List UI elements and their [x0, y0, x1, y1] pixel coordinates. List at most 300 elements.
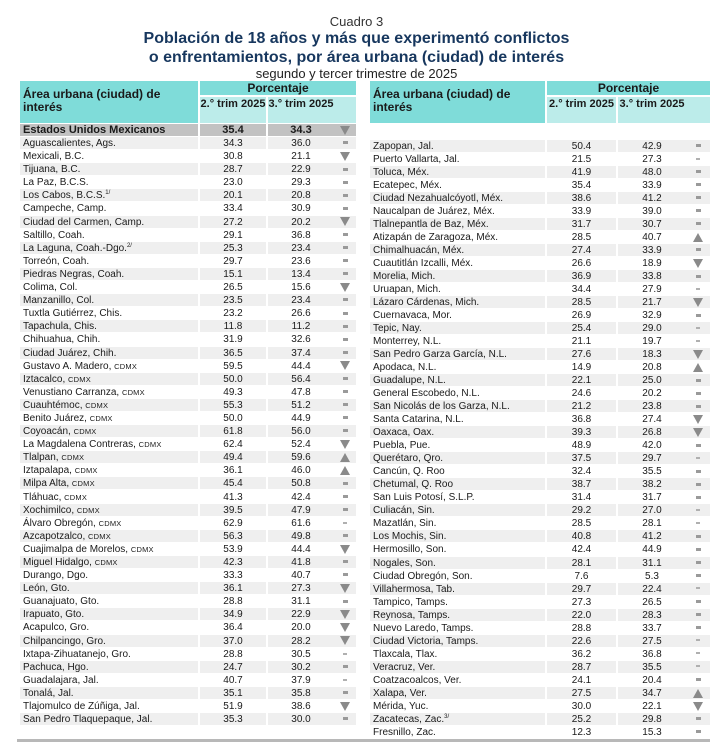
no-change-icon	[334, 229, 356, 241]
porcentaje-header: Porcentaje	[200, 81, 356, 95]
trend-up-icon	[686, 361, 710, 373]
no-change-icon	[334, 307, 356, 319]
trend-down-icon	[686, 257, 710, 269]
city-name	[370, 648, 545, 660]
city-name-text: Santa Catarina, N.L.	[373, 414, 464, 426]
q2-value: 36.8	[571, 414, 592, 426]
q3-column-header: 3.° trim 2025	[618, 97, 710, 123]
no-change-icon	[334, 189, 356, 201]
q2-value: 34.9	[200, 608, 266, 620]
q3-value: 38.2	[618, 478, 686, 490]
city-name	[20, 451, 198, 463]
cdmx-tag: CDMX	[68, 374, 91, 384]
no-change-icon	[334, 477, 356, 489]
q2-value: 35.4	[571, 180, 592, 192]
trend-down-icon	[334, 635, 356, 647]
city-name-text: Naucalpan de Juárez, Méx.	[373, 206, 495, 218]
q2-value: 34.3	[200, 137, 266, 149]
q2-value: 11.8	[200, 320, 266, 332]
city-name	[370, 517, 545, 529]
q2-value: 21.2	[547, 400, 616, 412]
city-name-text: Toluca, Méx.	[373, 167, 430, 179]
q3-value: 30.9	[291, 203, 311, 215]
city-name-text: Irapuato, Gto.	[23, 609, 85, 621]
q3-value: 22.9	[268, 608, 334, 620]
city-name-text: Ciudad Nezahualcóyotl, Méx.	[373, 193, 504, 205]
q2-value: 33.3	[223, 570, 243, 582]
q2-value: 21.5	[571, 154, 592, 166]
q2-value: 27.6	[547, 348, 616, 360]
no-change-icon	[686, 400, 710, 412]
city-name-text: Oaxaca, Oax.	[373, 427, 435, 439]
q2-value: 41.3	[223, 491, 243, 503]
trend-down-icon	[334, 621, 356, 633]
q3-value: 35.5	[618, 661, 686, 673]
cdmx-tag: CDMX	[76, 505, 100, 515]
national-q2: 35.4	[200, 124, 266, 136]
city-name	[370, 726, 545, 738]
no-change-icon	[334, 333, 356, 345]
trend-down-icon	[334, 150, 356, 162]
q2-value: 48.9	[571, 440, 592, 452]
no-change-icon	[686, 596, 710, 608]
city-name-text: Villahermosa, Tab.	[373, 583, 455, 595]
q2-value: 22.1	[547, 374, 616, 386]
q3-value: 29.0	[618, 322, 686, 334]
city-name-text: Cuajimalpa de Morelos,	[23, 543, 129, 555]
city-name-text: Puerto Vallarta, Jal.	[373, 154, 460, 166]
city-name-text: Nuevo Laredo, Tamps.	[373, 622, 474, 634]
city-name	[20, 281, 198, 293]
not-significant-icon	[686, 452, 710, 464]
q2-value: 33.9	[571, 206, 592, 218]
city-name	[370, 661, 545, 673]
trend-down-icon	[334, 360, 356, 372]
city-name	[20, 687, 198, 699]
city-name-text: Xalapa, Ver.	[373, 687, 427, 699]
q2-column-header: 2.° trim 2025	[547, 97, 616, 123]
trend-down-icon	[334, 438, 356, 450]
city-name-text: Xochimilco,	[23, 504, 75, 516]
city-name	[20, 621, 198, 633]
city-name-text: Fresnillo, Zac.	[373, 726, 436, 738]
q2-value: 28.8	[223, 648, 243, 660]
q3-value: 13.4	[268, 268, 334, 280]
q3-value: 31.1	[291, 596, 311, 608]
city-name-text: Cuautitlán Izcalli, Méx.	[373, 258, 474, 270]
q3-value: 33.8	[618, 270, 686, 282]
q3-value: 56.4	[268, 373, 334, 385]
q2-value: 36.9	[547, 270, 616, 282]
no-change-icon	[334, 320, 356, 332]
city-name-text: Ecatepec, Méx.	[373, 180, 442, 192]
q2-value: 28.7	[547, 661, 616, 673]
q3-value: 29.8	[618, 713, 686, 725]
q2-value: 36.1	[200, 582, 266, 594]
q3-value: 20.2	[642, 388, 662, 400]
city-name-text: Campeche, Camp.	[23, 203, 107, 215]
trend-down-icon	[686, 296, 710, 308]
city-name-text: Torreón, Coah.	[23, 255, 90, 267]
city-name-text: Ciudad Obregón, Son.	[373, 570, 473, 582]
city-name	[370, 596, 545, 608]
no-change-icon	[686, 570, 710, 582]
city-name	[20, 242, 198, 254]
city-name-text: Tampico, Tamps.	[373, 596, 448, 608]
q2-value: 23.2	[223, 308, 243, 320]
q3-value: 47.8	[291, 386, 311, 398]
q2-value: 55.3	[200, 399, 266, 411]
no-change-icon	[686, 309, 710, 321]
q2-value: 25.2	[547, 713, 616, 725]
cdmx-tag: CDMX	[74, 466, 98, 476]
cdmx-tag: CDMX	[71, 479, 95, 489]
no-change-icon	[334, 412, 356, 424]
q3-value: 36.0	[268, 137, 334, 149]
q2-value: 32.4	[571, 466, 592, 478]
no-change-icon	[334, 176, 356, 188]
porcentaje-header: Porcentaje	[547, 81, 710, 95]
city-name	[20, 412, 198, 424]
q3-value: 27.5	[618, 635, 686, 647]
city-name	[20, 530, 198, 542]
q3-value: 26.8	[618, 426, 686, 438]
city-name-text: León, Gto.	[23, 583, 70, 595]
q3-value: 26.5	[642, 596, 662, 608]
city-name-text: Chimalhuacán, Méx.	[373, 245, 465, 257]
city-name-text: Hermosillo, Son.	[373, 544, 447, 556]
city-name	[20, 674, 198, 686]
q3-value: 20.4	[642, 674, 662, 686]
q3-value: 20.2	[268, 216, 334, 228]
national-name: Estados Unidos Mexicanos	[20, 124, 198, 136]
city-name-text: Chilpancingo, Gro.	[23, 635, 106, 647]
no-change-icon	[334, 687, 356, 699]
q2-value: 62.4	[223, 439, 243, 451]
city-name-text: La Laguna, Coah.-Dgo.	[23, 242, 127, 254]
city-name	[370, 387, 545, 399]
city-name-text: San Pedro Tlaquepaque, Jal.	[23, 714, 153, 726]
city-name-text: Veracruz, Ver.	[373, 661, 436, 673]
city-name	[370, 439, 545, 451]
area-column-header: Área urbana (ciudad) de interés	[370, 81, 545, 123]
city-name-text: Iztapalapa,	[23, 465, 72, 477]
q3-value: 30.2	[268, 661, 334, 673]
q2-value: 36.1	[223, 465, 243, 477]
city-name	[370, 179, 545, 191]
city-name	[20, 373, 198, 385]
q3-column-header: 3.° trim 2025	[268, 97, 356, 123]
q3-value: 23.6	[291, 255, 311, 267]
q3-value: 47.9	[268, 504, 334, 516]
city-name-text: General Escobedo, N.L.	[373, 388, 480, 400]
city-name-text: Ciudad Victoria, Tamps.	[373, 635, 479, 647]
city-name	[20, 491, 198, 503]
q2-value: 36.5	[200, 347, 266, 359]
q3-value: 21.1	[291, 151, 311, 163]
city-name	[370, 257, 545, 269]
q3-value: 44.4	[291, 543, 311, 555]
q2-value: 34.4	[571, 284, 592, 296]
q2-value: 29.1	[223, 229, 243, 241]
no-change-icon	[334, 202, 356, 214]
city-name-text: Mazatlán, Sin.	[373, 518, 437, 530]
trend-down-icon	[686, 700, 710, 712]
no-change-icon	[686, 530, 710, 542]
q3-value: 22.1	[642, 700, 662, 712]
q3-value: 52.4	[291, 439, 311, 451]
q3-value: 15.3	[642, 726, 662, 738]
trend-up-icon	[334, 464, 356, 476]
q3-value: 34.7	[618, 687, 686, 699]
cdmx-tag: CDMX	[121, 387, 145, 397]
q3-value: 26.6	[291, 308, 311, 320]
q2-value: 26.9	[571, 310, 592, 322]
no-change-icon	[686, 491, 710, 503]
city-name-text: Puebla, Pue.	[373, 440, 431, 452]
city-name	[20, 294, 198, 306]
q3-value: 44.4	[291, 360, 311, 372]
city-name	[20, 333, 198, 345]
q3-value: 20.0	[291, 622, 311, 634]
city-name	[20, 517, 198, 529]
q2-value: 50.0	[200, 373, 266, 385]
city-name-text: Atizapán de Zaragoza, Méx.	[373, 232, 499, 244]
q3-value: 50.8	[268, 477, 334, 489]
no-change-icon	[686, 270, 710, 282]
city-name	[20, 255, 198, 267]
city-name-text: San Nicolás de los Garza, N.L.	[373, 401, 510, 413]
city-name	[370, 426, 545, 438]
city-name	[20, 556, 198, 568]
city-name	[20, 543, 198, 555]
q2-value: 45.4	[200, 477, 266, 489]
no-change-icon	[686, 166, 710, 178]
no-change-icon	[334, 163, 356, 175]
city-name-text: San Pedro Garza García, N.L.	[373, 349, 507, 361]
city-name-text: Guadalajara, Jal.	[23, 674, 99, 686]
q2-value: 14.9	[571, 362, 592, 374]
no-change-icon	[334, 294, 356, 306]
city-name	[20, 425, 198, 437]
q2-value: 31.7	[547, 218, 616, 230]
trend-up-icon	[686, 687, 710, 699]
city-name-text: Tepic, Nay.	[373, 323, 422, 335]
not-significant-icon	[334, 648, 356, 660]
no-change-icon	[686, 179, 710, 191]
q3-value: 27.9	[642, 284, 662, 296]
city-name	[20, 608, 198, 620]
city-name	[370, 530, 545, 542]
left-table-header	[20, 81, 356, 123]
q2-value: 28.5	[571, 232, 592, 244]
q3-value: 35.8	[268, 687, 334, 699]
city-name	[20, 386, 198, 398]
not-significant-icon	[686, 635, 710, 647]
q2-value: 24.6	[571, 388, 592, 400]
q2-value: 25.4	[547, 322, 616, 334]
city-name-text: Chihuahua, Chih.	[23, 334, 101, 346]
city-name	[370, 322, 545, 334]
q2-value: 28.5	[547, 296, 616, 308]
q2-value: 27.4	[547, 244, 616, 256]
no-change-icon	[334, 268, 356, 280]
q2-value: 50.0	[223, 412, 243, 424]
no-change-icon	[686, 192, 710, 204]
city-name-text: Guanajuato, Gto.	[23, 596, 100, 608]
q2-value: 50.4	[547, 140, 616, 152]
city-name-text: Apodaca, N.L.	[373, 362, 437, 374]
city-name	[20, 176, 198, 188]
city-name-text: Mérida, Yuc.	[373, 700, 429, 712]
q2-value: 35.3	[200, 713, 266, 725]
q3-value: 18.9	[642, 258, 662, 270]
no-change-icon	[686, 205, 710, 217]
q2-value: 39.3	[547, 426, 616, 438]
trend-down-icon	[334, 124, 356, 136]
q3-value: 41.8	[268, 556, 334, 568]
q2-value: 31.9	[223, 334, 243, 346]
q2-value: 30.8	[223, 151, 243, 163]
city-name-text: Tlajomulco de Zúñiga, Jal.	[23, 701, 140, 713]
city-name-text: Coyoacán,	[23, 426, 71, 438]
city-name	[20, 661, 198, 673]
city-name	[370, 192, 545, 204]
q2-value: 27.5	[547, 687, 616, 699]
no-change-icon	[334, 242, 356, 254]
table-title-line-2: o enfrentamientos, por área urbana (ciudad) de interés	[148, 49, 565, 66]
q3-value: 27.3	[268, 582, 334, 594]
city-name-text: Saltillo, Coah.	[23, 229, 85, 241]
not-significant-icon	[686, 504, 710, 516]
q2-value: 28.5	[571, 518, 592, 530]
city-name-text: Tonalá, Jal.	[23, 687, 74, 699]
no-change-icon	[686, 439, 710, 451]
q2-value: 38.7	[547, 478, 616, 490]
city-name-text: Chetumal, Q. Roo	[373, 479, 454, 491]
city-name	[20, 229, 198, 241]
footnote-marker: 1/	[105, 190, 111, 197]
q2-value: 29.7	[223, 255, 243, 267]
q2-value: 30.0	[571, 700, 592, 712]
q2-value: 29.7	[547, 583, 616, 595]
no-change-icon	[334, 661, 356, 673]
no-change-icon	[334, 386, 356, 398]
q2-value: 62.9	[223, 517, 243, 529]
no-change-icon	[334, 137, 356, 149]
cdmx-tag: CDMX	[94, 558, 118, 567]
q2-value: 23.5	[200, 294, 266, 306]
city-name	[370, 166, 545, 178]
q3-value: 42.0	[642, 440, 662, 452]
city-name	[370, 622, 545, 634]
city-name-text: Zapopan, Jal.	[373, 141, 434, 152]
city-name	[370, 700, 545, 712]
city-name-text: Guadalupe, N.L.	[373, 375, 446, 387]
city-name	[370, 478, 545, 490]
city-name	[20, 464, 198, 476]
q2-value: 28.8	[571, 622, 592, 634]
city-name-text: Los Mochis, Sin.	[373, 531, 447, 543]
q2-value: 28.1	[547, 557, 616, 569]
q3-value: 11.2	[268, 320, 334, 332]
cdmx-tag: CDMX	[98, 518, 122, 528]
city-name	[20, 163, 198, 175]
city-name-text: Ciudad del Carmen, Camp.	[23, 216, 145, 228]
q3-value: 23.4	[268, 242, 334, 254]
not-significant-icon	[686, 322, 710, 334]
no-change-icon	[686, 244, 710, 256]
city-name	[370, 309, 545, 321]
q3-value: 30.5	[291, 648, 311, 660]
q3-value: 51.2	[268, 399, 334, 411]
q3-value: 27.4	[642, 414, 662, 426]
trend-down-icon	[686, 348, 710, 360]
city-name	[370, 205, 545, 217]
no-change-icon	[686, 713, 710, 725]
city-name	[370, 557, 545, 569]
city-name-text: Tlalnepantla de Baz, Méx.	[373, 219, 489, 231]
q3-value: 21.7	[618, 296, 686, 308]
cdmx-tag: CDMX	[138, 440, 162, 450]
trend-down-icon	[334, 700, 356, 712]
trend-up-icon	[334, 451, 356, 463]
city-name	[370, 244, 545, 256]
q2-value: 28.7	[200, 163, 266, 175]
city-name	[370, 296, 545, 308]
q3-value: 56.0	[268, 425, 334, 437]
city-name-text: Querétaro, Qro.	[373, 453, 444, 465]
q3-value: 28.2	[268, 635, 334, 647]
q2-value: 35.1	[200, 687, 266, 699]
city-name	[370, 231, 545, 243]
q2-value: 37.0	[200, 635, 266, 647]
q3-value: 18.3	[618, 348, 686, 360]
city-name	[20, 595, 198, 607]
no-change-icon	[334, 569, 356, 581]
q3-value: 37.9	[291, 674, 311, 686]
q2-value: 24.1	[571, 674, 592, 686]
q2-value: 36.2	[571, 648, 592, 660]
city-name	[370, 674, 545, 686]
city-name	[20, 307, 198, 319]
no-change-icon	[334, 713, 356, 725]
not-significant-icon	[686, 517, 710, 529]
city-name	[370, 374, 545, 386]
right-table	[370, 81, 710, 738]
city-name-text: Coatzacoalcos, Ver.	[373, 674, 462, 686]
city-name	[20, 648, 198, 660]
no-change-icon	[686, 478, 710, 490]
trend-down-icon	[334, 216, 356, 228]
no-change-icon	[686, 465, 710, 477]
q3-value: 19.7	[642, 336, 662, 348]
city-name	[370, 491, 545, 503]
trend-down-icon	[334, 281, 356, 293]
not-significant-icon	[686, 153, 710, 165]
q2-value: 41.9	[547, 166, 616, 178]
not-significant-icon	[686, 283, 710, 295]
footnote-marker: 2/	[126, 242, 132, 249]
q3-value: 35.5	[642, 466, 662, 478]
city-name-text: Zacatecas, Zac.	[373, 713, 445, 725]
table-title-block	[0, 14, 713, 81]
not-significant-icon	[686, 661, 710, 673]
trend-down-icon	[686, 426, 710, 438]
city-name-text: La Paz, B.C.S.	[23, 177, 89, 189]
q3-value: 28.1	[642, 518, 662, 530]
q2-value: 39.5	[200, 504, 266, 516]
